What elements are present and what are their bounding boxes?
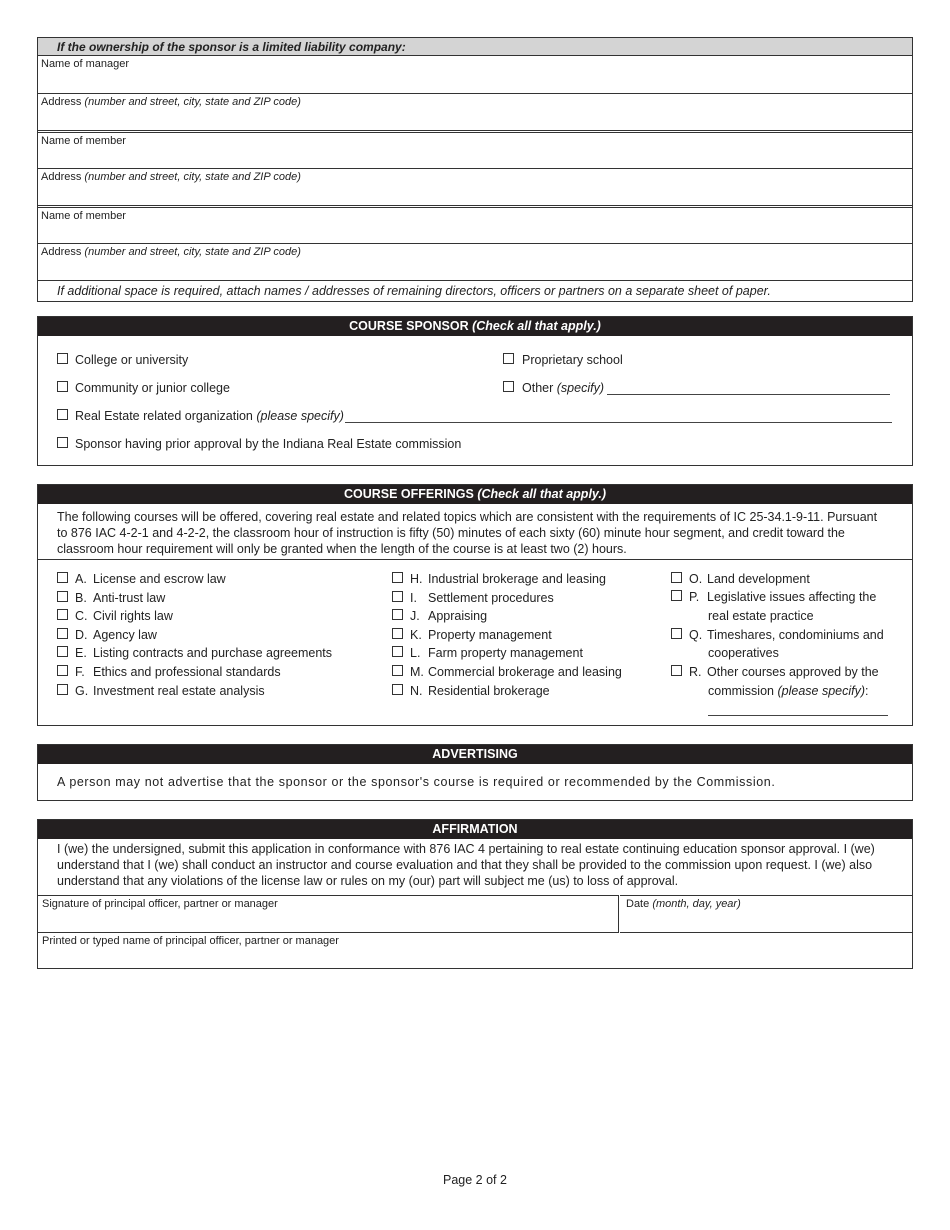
course-p-checkbox[interactable] xyxy=(671,590,682,601)
additional-space-note: If additional space is required, attach names / addresses of remaining directors, officers or partners on a separate sheet of paper. xyxy=(57,284,771,298)
other-checkbox[interactable] xyxy=(503,381,514,392)
course-e-checkbox[interactable] xyxy=(57,646,68,657)
course-b-label: B. Anti-trust law xyxy=(75,591,166,605)
affirmation-header: AFFIRMATION xyxy=(38,820,912,839)
course-r-specify-line[interactable] xyxy=(708,715,888,716)
course-sponsor-section xyxy=(37,316,913,466)
member1-address-label: Address (number and street, city, state and ZIP code) xyxy=(41,171,301,183)
member2-address-field[interactable] xyxy=(38,244,912,281)
course-sponsor-header: COURSE SPONSOR (Check all that apply.) xyxy=(38,317,912,336)
prior-approval-label: Sponsor having prior approval by the Indiana Real Estate commission xyxy=(75,437,462,451)
college-label: College or university xyxy=(75,353,189,367)
course-d-label: D. Agency law xyxy=(75,628,157,642)
printed-name-field[interactable] xyxy=(38,933,912,969)
course-q-label: Q. Timeshares, condominiums and xyxy=(689,628,884,642)
real-estate-org-specify-line[interactable] xyxy=(345,422,892,423)
course-q-checkbox[interactable] xyxy=(671,628,682,639)
manager-address-label: Address (number and street, city, state and ZIP code) xyxy=(41,96,301,108)
course-c-checkbox[interactable] xyxy=(57,609,68,620)
proprietary-checkbox[interactable] xyxy=(503,353,514,364)
manager-name-label: Name of manager xyxy=(41,58,130,70)
date-field[interactable] xyxy=(620,895,912,933)
course-o-checkbox[interactable] xyxy=(671,572,682,583)
signature-field[interactable] xyxy=(38,895,619,933)
course-a-checkbox[interactable] xyxy=(57,572,68,583)
course-offerings-intro: The following courses will be offered, covering real estate and related topics which are consistent with the requirements of IC 25-34.1-9-11. Pursuant to 876 IAC 4-2-1 and 4-2-2, the classroom hour of instruction is fifty (50) minutes of each sixty (60) minute hour segment, and credit toward the classroom hour requirement will only be granted when the length of the course is at least two (2) hours. xyxy=(57,510,878,556)
course-e-label: E. Listing contracts and purchase agreements xyxy=(75,646,333,660)
affirmation-text: I (we) the undersigned, submit this application in conformance with 876 IAC 4 pertaining to real estate continuing education sponsor approval. I (we) understand that I (we) shall conduct an instructor and course evaluation and that they shall be provided to the commission upon request. I (we) also understand that any violations of the license law or rules on my (our) part will subject me (us) to loss of approval. xyxy=(57,842,875,888)
course-h-label: H. Industrial brokerage and leasing xyxy=(410,572,606,586)
real-estate-org-checkbox[interactable] xyxy=(57,409,68,420)
course-r-checkbox[interactable] xyxy=(671,665,682,676)
member2-address-label: Address (number and street, city, state and ZIP code) xyxy=(41,246,301,258)
course-f-label: F. Ethics and professional standards xyxy=(75,665,281,679)
course-g-checkbox[interactable] xyxy=(57,684,68,695)
signature-label: Signature of principal officer, partner or manager xyxy=(42,898,278,910)
course-c-label: C. Civil rights law xyxy=(75,609,173,623)
course-n-label: N. Residential brokerage xyxy=(410,684,550,698)
llc-header: If the ownership of the sponsor is a limited liability company: xyxy=(38,38,912,56)
affirmation-section xyxy=(37,819,913,969)
course-l-label: L. Farm property management xyxy=(410,646,583,660)
course-p-label: P. Legislative issues affecting the xyxy=(689,590,877,604)
community-label: Community or junior college xyxy=(75,381,230,395)
course-k-checkbox[interactable] xyxy=(392,628,403,639)
printed-name-label: Printed or typed name of principal officer, partner or manager xyxy=(42,935,339,947)
manager-name-field[interactable] xyxy=(38,56,912,94)
member1-address-field[interactable] xyxy=(38,169,912,208)
member2-name-label: Name of member xyxy=(41,210,126,222)
course-m-label: M. Commercial brokerage and leasing xyxy=(410,665,622,679)
proprietary-label: Proprietary school xyxy=(522,353,623,367)
course-g-label: G. Investment real estate analysis xyxy=(75,684,265,698)
course-r-label: R. Other courses approved by the xyxy=(689,665,879,679)
manager-address-field[interactable] xyxy=(38,94,912,133)
page-number: Page 2 of 2 xyxy=(443,1173,507,1187)
course-i-checkbox[interactable] xyxy=(392,591,403,602)
course-b-checkbox[interactable] xyxy=(57,591,68,602)
college-checkbox[interactable] xyxy=(57,353,68,364)
course-j-checkbox[interactable] xyxy=(392,609,403,620)
course-offerings-header: COURSE OFFERINGS (Check all that apply.) xyxy=(38,485,912,504)
member1-name-label: Name of member xyxy=(41,135,126,147)
course-j-label: J. Appraising xyxy=(410,609,488,623)
course-a-label: A. License and escrow law xyxy=(75,572,226,586)
intro-divider xyxy=(38,559,912,560)
course-p-label-cont: real estate practice xyxy=(708,609,814,623)
member2-name-field[interactable] xyxy=(38,208,912,244)
course-o-label: O. Land development xyxy=(689,572,810,586)
course-l-checkbox[interactable] xyxy=(392,646,403,657)
date-label: Date (month, day, year) xyxy=(626,898,741,910)
llc-section xyxy=(37,37,913,302)
other-specify-line[interactable] xyxy=(607,394,890,395)
course-m-checkbox[interactable] xyxy=(392,665,403,676)
course-k-label: K. Property management xyxy=(410,628,552,642)
advertising-text: A person may not advertise that the sponsor or the sponsor's course is required or recommended by the Commission. xyxy=(57,775,776,789)
advertising-header: ADVERTISING xyxy=(38,745,912,764)
advertising-section xyxy=(37,744,913,801)
community-checkbox[interactable] xyxy=(57,381,68,392)
course-d-checkbox[interactable] xyxy=(57,628,68,639)
course-q-label-cont: cooperatives xyxy=(708,646,779,660)
member1-name-field[interactable] xyxy=(38,133,912,169)
course-offerings-section xyxy=(37,484,913,726)
course-r-label-cont: commission (please specify): xyxy=(708,684,869,698)
course-i-label: I. Settlement procedures xyxy=(410,591,554,605)
course-h-checkbox[interactable] xyxy=(392,572,403,583)
other-label: Other (specify) xyxy=(522,381,604,395)
real-estate-org-label: Real Estate related organization (please specify) xyxy=(75,409,344,423)
prior-approval-checkbox[interactable] xyxy=(57,437,68,448)
course-n-checkbox[interactable] xyxy=(392,684,403,695)
course-f-checkbox[interactable] xyxy=(57,665,68,676)
